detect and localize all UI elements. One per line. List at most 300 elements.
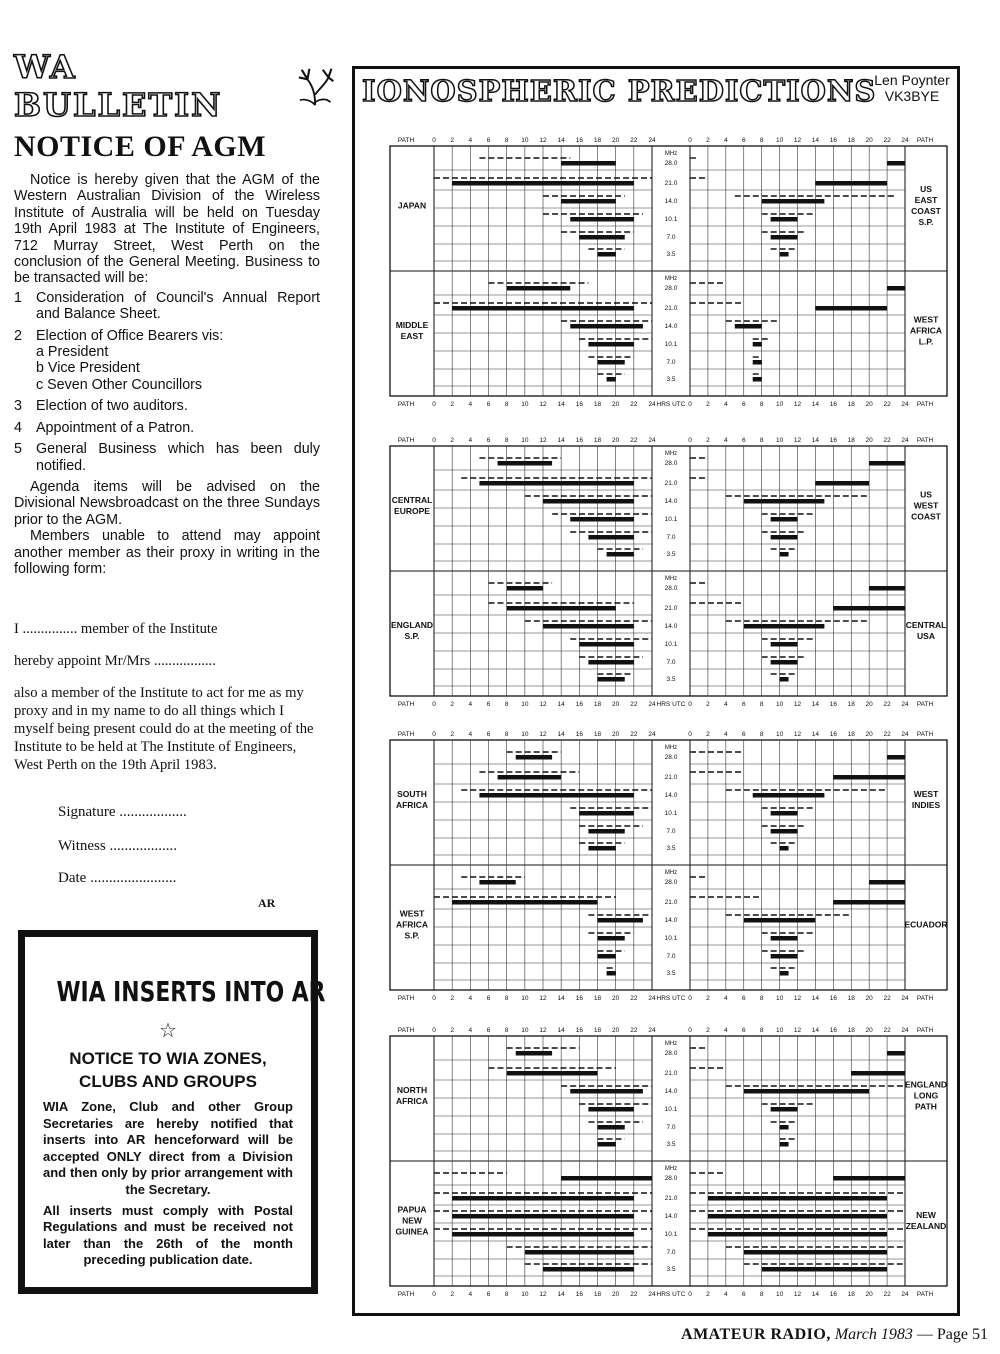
propagation-bar	[479, 481, 633, 486]
freq-tick-label: 14.0	[664, 498, 678, 505]
hour-tick-label: 0	[688, 1027, 692, 1034]
left-path-label: NORTH	[396, 1085, 428, 1095]
propagation-bar	[771, 642, 798, 647]
propagation-bar	[598, 954, 616, 959]
hour-tick-label: 6	[486, 137, 491, 144]
hour-tick-label: 14	[557, 731, 565, 738]
hour-tick-label: 16	[575, 1027, 583, 1034]
propagation-bar	[588, 342, 633, 347]
proxy-end: West Perth on the 19th April 1983.	[14, 757, 217, 773]
footer-issue: March 1983	[834, 1326, 913, 1343]
hour-tick-label: 22	[883, 401, 891, 408]
freq-tick-label: 28.0	[664, 460, 678, 467]
hour-tick-label: 4	[724, 701, 728, 708]
right-path-label: US	[920, 489, 932, 500]
wa-bulletin-title: WA BULLETIN	[14, 48, 223, 124]
freq-tick-label: 7.0	[666, 1249, 676, 1256]
hour-tick-label: 22	[630, 401, 638, 408]
hour-tick-label: 4	[724, 137, 728, 144]
hour-tick-label: 22	[630, 137, 638, 144]
hour-tick-label: 24	[901, 701, 909, 708]
hour-tick-label: 8	[759, 1291, 764, 1298]
hour-tick-label: 14	[811, 995, 820, 1002]
left-path-label: S.P.	[404, 930, 420, 941]
hour-tick-label: 18	[593, 1027, 602, 1034]
hour-tick-label: 12	[539, 1291, 547, 1298]
hour-tick-label: 2	[706, 1291, 710, 1298]
hour-tick-label: 12	[539, 137, 547, 144]
propagation-bar	[771, 1107, 798, 1112]
hour-tick-label: 8	[504, 1291, 509, 1298]
propagation-bar	[869, 586, 905, 591]
hour-tick-label: 16	[575, 401, 583, 408]
hour-tick-label: 16	[829, 995, 837, 1002]
hrs-utc-label: HRS UTC	[656, 1291, 686, 1298]
hour-tick-label: 0	[688, 995, 692, 1002]
ar-end-mark: AR	[258, 896, 276, 910]
left-path-label: GUINEA	[395, 1226, 429, 1237]
right-path-label: USA	[917, 631, 935, 641]
hour-tick-label: 22	[630, 701, 638, 708]
propagation-bar	[833, 775, 905, 780]
hour-tick-label: 10	[775, 1027, 784, 1034]
propagation-bar	[452, 1196, 634, 1201]
proxy-line-appoint: hereby appoint Mr/Mrs .................	[14, 653, 216, 669]
hour-tick-label: 8	[504, 401, 509, 408]
propagation-bar	[833, 606, 905, 611]
sub-item: c Seven Other Councillors	[36, 376, 203, 393]
hour-tick-label: 24	[901, 731, 909, 738]
propagation-bar	[507, 1071, 598, 1076]
hour-tick-label: 12	[539, 995, 547, 1002]
freq-tick-label: 3.5	[666, 845, 676, 852]
hour-tick-label: 16	[575, 701, 583, 708]
hour-tick-label: 8	[759, 731, 764, 738]
hour-tick-label: 20	[612, 137, 620, 144]
path-label: PATH	[916, 731, 934, 738]
hour-tick-label: 8	[759, 701, 764, 708]
hour-tick-label: 10	[521, 137, 529, 144]
hour-tick-label: 10	[775, 1291, 784, 1298]
hour-tick-label: 12	[539, 701, 547, 708]
mhz-label: MHz	[664, 1041, 678, 1047]
propagation-bar	[869, 880, 905, 885]
path-label: PATH	[397, 995, 415, 1002]
freq-tick-label: 28.0	[664, 754, 678, 761]
propagation-bar	[771, 811, 798, 816]
mhz-label: MHz	[664, 276, 678, 282]
path-label: PATH	[397, 137, 415, 144]
freq-tick-label: 14.0	[664, 1213, 678, 1220]
hour-tick-label: 14	[557, 137, 565, 144]
hour-tick-label: 14	[557, 1027, 565, 1034]
freq-tick-label: 10.1	[664, 641, 678, 648]
hour-tick-label: 8	[504, 995, 509, 1002]
propagation-bar	[771, 954, 798, 959]
notice-title: NOTICE OF AGM	[14, 130, 267, 163]
freq-tick-label: 14.0	[664, 623, 678, 630]
sub-item: b Vice President	[36, 360, 140, 377]
hour-tick-label: 10	[775, 731, 784, 738]
hour-tick-label: 24	[648, 1027, 656, 1034]
propagation-bar	[771, 535, 798, 540]
propagation-bar	[498, 775, 562, 780]
propagation-bar	[598, 677, 625, 682]
left-path-label: JAPAN	[397, 200, 427, 211]
hour-tick-label: 2	[450, 701, 454, 708]
propagation-bar	[780, 552, 789, 557]
hour-tick-label: 0	[432, 995, 436, 1002]
propagation-bar	[452, 306, 634, 311]
hour-tick-label: 14	[811, 731, 820, 738]
hour-tick-label: 8	[504, 437, 509, 444]
propagation-bar	[887, 286, 905, 291]
propagation-bar	[452, 1214, 634, 1219]
hour-tick-label: 6	[486, 731, 491, 738]
freq-tick-label: 7.0	[666, 359, 676, 366]
propagation-bar	[780, 971, 789, 976]
hrs-utc-label: HRS UTC	[656, 701, 686, 708]
propagation-bar	[851, 1071, 905, 1076]
hour-tick-label: 10	[775, 437, 784, 444]
hour-tick-label: 8	[759, 437, 764, 444]
footer-magazine: AMATEUR RADIO,	[681, 1326, 831, 1343]
propagation-bar	[771, 217, 798, 222]
hour-tick-label: 16	[829, 401, 837, 408]
hour-tick-label: 14	[557, 1291, 565, 1298]
hour-tick-label: 4	[724, 731, 728, 738]
hour-tick-label: 24	[901, 1291, 909, 1298]
left-path-label: MIDDLE	[395, 320, 429, 330]
propagation-bar	[753, 377, 762, 382]
propagation-bar	[588, 1107, 633, 1112]
proxy-line-member: I ............... member of the Institute	[14, 621, 218, 637]
right-path-label: NEW	[916, 1210, 936, 1220]
page-footer	[681, 1326, 988, 1344]
propagation-bar	[815, 181, 887, 186]
hour-tick-label: 4	[724, 1027, 728, 1034]
freq-tick-label: 10.1	[664, 810, 678, 817]
freq-tick-label: 21.0	[664, 774, 678, 781]
hour-tick-label: 20	[865, 731, 873, 738]
hour-tick-label: 18	[593, 401, 602, 408]
freq-tick-label: 21.0	[664, 899, 678, 906]
hour-tick-label: 16	[575, 731, 583, 738]
hour-tick-label: 6	[741, 437, 746, 444]
hour-tick-label: 0	[688, 137, 692, 144]
right-path-label: AFRICA	[909, 325, 943, 336]
hour-tick-label: 22	[630, 731, 638, 738]
propagation-bar	[479, 793, 633, 798]
proxy-body: also a member of the Institute to act for me as my proxy and in my name to do all things which I myself being present could do at the meeting of the Institute to be held at The Institute of Engineers,	[14, 685, 314, 755]
hour-tick-label: 8	[759, 1027, 764, 1034]
hour-tick-label: 16	[829, 701, 837, 708]
propagation-bar	[780, 252, 789, 257]
propagation-bar	[588, 535, 633, 540]
path-label: PATH	[916, 1291, 934, 1298]
hour-tick-label: 18	[593, 731, 602, 738]
hour-tick-label: 10	[775, 137, 784, 144]
hour-tick-label: 24	[648, 701, 656, 708]
hour-tick-label: 22	[630, 995, 638, 1002]
propagation-bar	[452, 181, 634, 186]
hour-tick-label: 10	[521, 1027, 529, 1034]
hour-tick-label: 24	[648, 401, 656, 408]
mhz-label: MHz	[664, 745, 678, 751]
freq-tick-label: 28.0	[664, 285, 678, 292]
hour-tick-label: 4	[468, 401, 473, 408]
hour-tick-label: 10	[775, 995, 784, 1002]
hour-tick-label: 24	[901, 437, 909, 444]
freq-tick-label: 28.0	[664, 1175, 678, 1182]
hour-tick-label: 14	[557, 701, 565, 708]
hour-tick-label: 22	[883, 995, 891, 1002]
hour-tick-label: 20	[612, 701, 620, 708]
hour-tick-label: 22	[883, 731, 891, 738]
hour-tick-label: 8	[759, 137, 764, 144]
propagation-bar	[780, 677, 789, 682]
hour-tick-label: 18	[847, 701, 855, 708]
hour-tick-label: 4	[468, 701, 473, 708]
freq-tick-label: 28.0	[664, 585, 678, 592]
freq-tick-label: 21.0	[664, 305, 678, 312]
right-path-label: EAST	[914, 195, 938, 205]
hour-tick-label: 22	[883, 437, 891, 444]
propagation-bar	[516, 755, 552, 760]
propagation-bar	[570, 517, 634, 522]
item-text: General Business which has been duly notified.	[36, 441, 320, 474]
hour-tick-label: 4	[468, 995, 473, 1002]
freq-tick-label: 3.5	[666, 251, 676, 258]
item-number: 1	[14, 289, 22, 306]
hour-tick-label: 16	[575, 1291, 583, 1298]
hour-tick-label: 2	[450, 995, 454, 1002]
hour-tick-label: 4	[724, 401, 728, 408]
hour-tick-label: 2	[706, 137, 710, 144]
hour-tick-label: 14	[557, 437, 565, 444]
freq-tick-label: 3.5	[666, 1141, 676, 1148]
propagation-bar	[598, 936, 625, 941]
left-path-label: EUROPE	[394, 506, 430, 516]
propagation-bar	[607, 971, 616, 976]
hour-tick-label: 12	[539, 401, 547, 408]
hour-tick-label: 2	[706, 437, 710, 444]
right-path-label: LONG	[913, 1090, 939, 1101]
hour-tick-label: 22	[630, 437, 638, 444]
hour-tick-label: 18	[847, 995, 855, 1002]
propagation-bar	[452, 900, 597, 905]
hour-tick-label: 22	[883, 1291, 891, 1298]
propagation-bar	[579, 642, 634, 647]
item-text: Election of two auditors.	[36, 398, 188, 415]
right-path-label: ECUADOR	[904, 919, 948, 930]
hour-tick-label: 24	[901, 401, 909, 408]
freq-tick-label: 7.0	[666, 534, 676, 541]
sub-item: a President	[36, 344, 109, 361]
item-number: 2	[14, 327, 22, 344]
hour-tick-label: 24	[648, 731, 656, 738]
hour-tick-label: 2	[450, 1027, 454, 1034]
hour-tick-label: 18	[847, 1027, 855, 1034]
propagation-bar	[543, 624, 634, 629]
hour-tick-label: 4	[468, 437, 473, 444]
propagation-bar	[744, 624, 825, 629]
path-label: PATH	[916, 401, 934, 408]
item-text: Appointment of a Patron.	[36, 419, 195, 436]
freq-tick-label: 14.0	[664, 323, 678, 330]
hour-tick-label: 18	[847, 731, 855, 738]
hour-tick-label: 12	[539, 731, 547, 738]
hour-tick-label: 0	[688, 1291, 692, 1298]
right-path-label: ENGLAND	[904, 1079, 948, 1090]
star-icon: ☆	[159, 1020, 177, 1042]
propagation-bar	[744, 1089, 869, 1094]
freq-tick-label: 28.0	[664, 879, 678, 886]
propagation-bar	[744, 1250, 887, 1255]
propagation-bar	[708, 1196, 887, 1201]
right-path-label: INDIES	[911, 800, 941, 810]
left-path-label: WEST	[399, 908, 425, 919]
propagation-bar	[579, 811, 634, 816]
freq-tick-label: 7.0	[666, 828, 676, 835]
left-path-label: AFRICA	[395, 1096, 429, 1106]
right-path-label: COAST	[911, 206, 941, 216]
freq-tick-label: 14.0	[664, 198, 678, 205]
freq-tick-label: 7.0	[666, 234, 676, 241]
hour-tick-label: 0	[688, 701, 692, 708]
hour-tick-label: 24	[901, 995, 909, 1002]
right-path-label: PATH	[915, 1101, 937, 1112]
hour-tick-label: 4	[724, 1291, 728, 1298]
item-number: 5	[14, 441, 22, 458]
hour-tick-label: 16	[829, 137, 837, 144]
freq-tick-label: 3.5	[666, 551, 676, 558]
hour-tick-label: 22	[630, 1027, 638, 1034]
hour-tick-label: 0	[432, 731, 436, 738]
propagation-bar	[588, 660, 633, 665]
freq-tick-label: 21.0	[664, 180, 678, 187]
hour-tick-label: 12	[793, 995, 802, 1002]
witness-line: Witness ..................	[58, 838, 177, 854]
hour-tick-label: 12	[793, 437, 802, 444]
hour-tick-label: 20	[612, 1291, 620, 1298]
freq-tick-label: 21.0	[664, 1070, 678, 1077]
hour-tick-label: 18	[847, 1291, 855, 1298]
propagation-bar	[452, 1232, 634, 1237]
hour-tick-label: 16	[575, 995, 583, 1002]
freq-tick-label: 7.0	[666, 659, 676, 666]
propagation-bar	[762, 199, 825, 204]
path-label: PATH	[916, 995, 934, 1002]
propagation-bar	[833, 900, 905, 905]
hour-tick-label: 12	[793, 701, 802, 708]
propagation-bar	[561, 199, 616, 204]
hour-tick-label: 2	[450, 731, 454, 738]
hour-tick-label: 24	[648, 137, 656, 144]
propagation-bar	[570, 1089, 643, 1094]
freq-tick-label: 21.0	[664, 480, 678, 487]
hour-tick-label: 16	[829, 437, 837, 444]
freq-tick-label: 21.0	[664, 1195, 678, 1202]
hour-tick-label: 2	[706, 995, 710, 1002]
propagation-bar	[753, 342, 762, 347]
right-path-label: CENTRAL	[905, 620, 947, 630]
propagation-bar	[771, 829, 798, 834]
hour-tick-label: 2	[450, 1291, 454, 1298]
hour-tick-label: 6	[741, 401, 746, 408]
propagation-bar	[771, 517, 798, 522]
hour-tick-label: 14	[811, 1027, 820, 1034]
propagation-bar	[598, 360, 625, 365]
hour-tick-label: 6	[741, 137, 746, 144]
path-label: PATH	[397, 401, 415, 408]
hour-tick-label: 10	[775, 701, 784, 708]
hour-tick-label: 14	[811, 401, 820, 408]
propagation-bar	[735, 324, 762, 329]
right-path-label: WEST	[913, 314, 939, 325]
freq-tick-label: 3.5	[666, 676, 676, 683]
path-label: PATH	[397, 1291, 415, 1298]
hour-tick-label: 4	[468, 731, 473, 738]
left-path-label: ENGLAND	[390, 620, 434, 630]
hour-tick-label: 16	[829, 1027, 837, 1034]
propagation-bar	[833, 1176, 905, 1181]
hour-tick-label: 8	[504, 137, 509, 144]
hour-tick-label: 14	[811, 701, 820, 708]
freq-tick-label: 10.1	[664, 516, 678, 523]
propagation-bar	[598, 1125, 625, 1130]
propagation-bar	[516, 1051, 552, 1056]
right-path-label: ZEALAND	[905, 1221, 947, 1231]
hour-tick-label: 18	[847, 401, 855, 408]
freq-tick-label: 21.0	[664, 605, 678, 612]
freq-tick-label: 10.1	[664, 1231, 678, 1238]
left-path-label: EAST	[400, 331, 424, 341]
hour-tick-label: 2	[450, 137, 454, 144]
hour-tick-label: 20	[612, 995, 620, 1002]
hrs-utc-label: HRS UTC	[656, 401, 686, 408]
hour-tick-label: 24	[648, 437, 656, 444]
hour-tick-label: 20	[865, 437, 873, 444]
hour-tick-label: 24	[648, 1291, 656, 1298]
item-number: 4	[14, 419, 22, 436]
propagation-bar	[507, 286, 571, 291]
hour-tick-label: 6	[741, 701, 746, 708]
propagation-bar	[607, 552, 634, 557]
propagation-bar	[771, 235, 798, 240]
propagation-bar	[543, 1267, 634, 1272]
hour-tick-label: 18	[593, 995, 602, 1002]
propagation-bar	[525, 1250, 634, 1255]
hour-tick-label: 16	[575, 437, 583, 444]
inserts-title: WIA INSERTS INTO AR	[56, 975, 326, 1008]
hour-tick-label: 12	[539, 437, 547, 444]
hour-tick-label: 16	[575, 137, 583, 144]
signature-line: Signature ..................	[58, 804, 187, 820]
propagation-bar	[771, 660, 798, 665]
hour-tick-label: 22	[883, 701, 891, 708]
hour-tick-label: 0	[432, 701, 436, 708]
freq-tick-label: 28.0	[664, 1050, 678, 1057]
propagation-bar	[598, 918, 643, 923]
item-text: Consideration of Council's Annual Report and Balance Sheet.	[36, 289, 320, 323]
propagation-bar	[543, 499, 634, 504]
agenda-note: Agenda items will be advised on the Divisional Newsbroadcast on the three Sundays prior to the AGM.	[14, 478, 320, 528]
hour-tick-label: 0	[432, 437, 436, 444]
path-label: PATH	[397, 731, 415, 738]
path-label: PATH	[916, 701, 934, 708]
propagation-bar	[570, 324, 643, 329]
